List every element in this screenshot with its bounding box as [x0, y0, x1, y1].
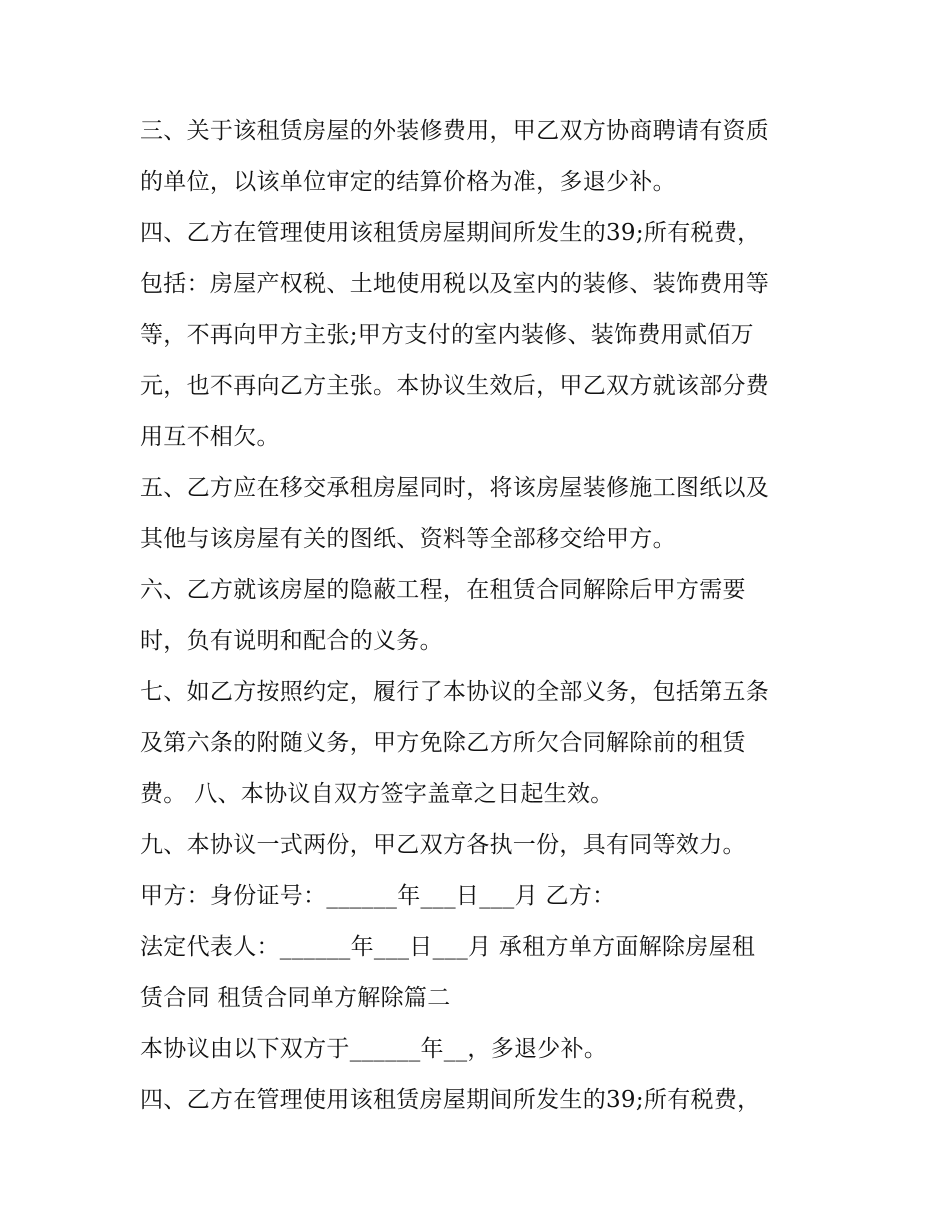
text-line: 甲方：身份证号：______年___日___月 乙方： [140, 883, 616, 909]
text-line: 包括：房屋产权税、土地使用税以及室内的装修、装饰费用等 [140, 271, 770, 297]
text-line: 元，也不再向乙方主张。本协议生效后，甲乙双方就该部分费 [140, 373, 770, 399]
text-line: 本协议由以下双方于______年__，多退少补。 [140, 1036, 608, 1062]
text-line: 时，负有说明和配合的义务。 [140, 628, 443, 654]
text-line: 五、乙方应在移交承租房屋同时，将该房屋装修施工图纸以及 [140, 475, 770, 501]
text-line: 的单位，以该单位审定的结算价格为准，多退少补。 [140, 169, 676, 195]
text-line: 四、乙方在管理使用该租赁房屋期间所发生的39;所有税费， [140, 1087, 761, 1113]
text-line: 三、关于该租赁房屋的外装修费用，甲乙双方协商聘请有资质 [140, 118, 770, 144]
text-line: 六、乙方就该房屋的隐蔽工程，在租赁合同解除后甲方需要 [140, 577, 746, 603]
text-line: 七、如乙方按照约定，履行了本协议的全部义务，包括第五条 [140, 679, 770, 705]
text-line: 赁合同 租赁合同单方解除篇二 [140, 985, 451, 1011]
text-line: 等，不再向甲方主张;甲方支付的室内装修、装饰费用贰佰万 [140, 322, 754, 348]
text-line: 用互不相欠。 [140, 424, 280, 450]
text-line: 其他与该房屋有关的图纸、资料等全部移交给甲方。 [140, 526, 676, 552]
text-line: 法定代表人：______年___日___月 承租方单方面解除房屋租 [140, 934, 756, 960]
text-line: 四、乙方在管理使用该租赁房屋期间所发生的39;所有税费， [140, 220, 761, 246]
text-line: 九、本协议一式两份，甲乙双方各执一份，具有同等效力。 [140, 832, 746, 858]
text-line: 费。 八、本协议自双方签字盖章之日起生效。 [140, 781, 614, 807]
document-body [140, 106, 820, 1126]
text-line: 及第六条的附随义务，甲方免除乙方所欠合同解除前的租赁 [140, 730, 746, 756]
